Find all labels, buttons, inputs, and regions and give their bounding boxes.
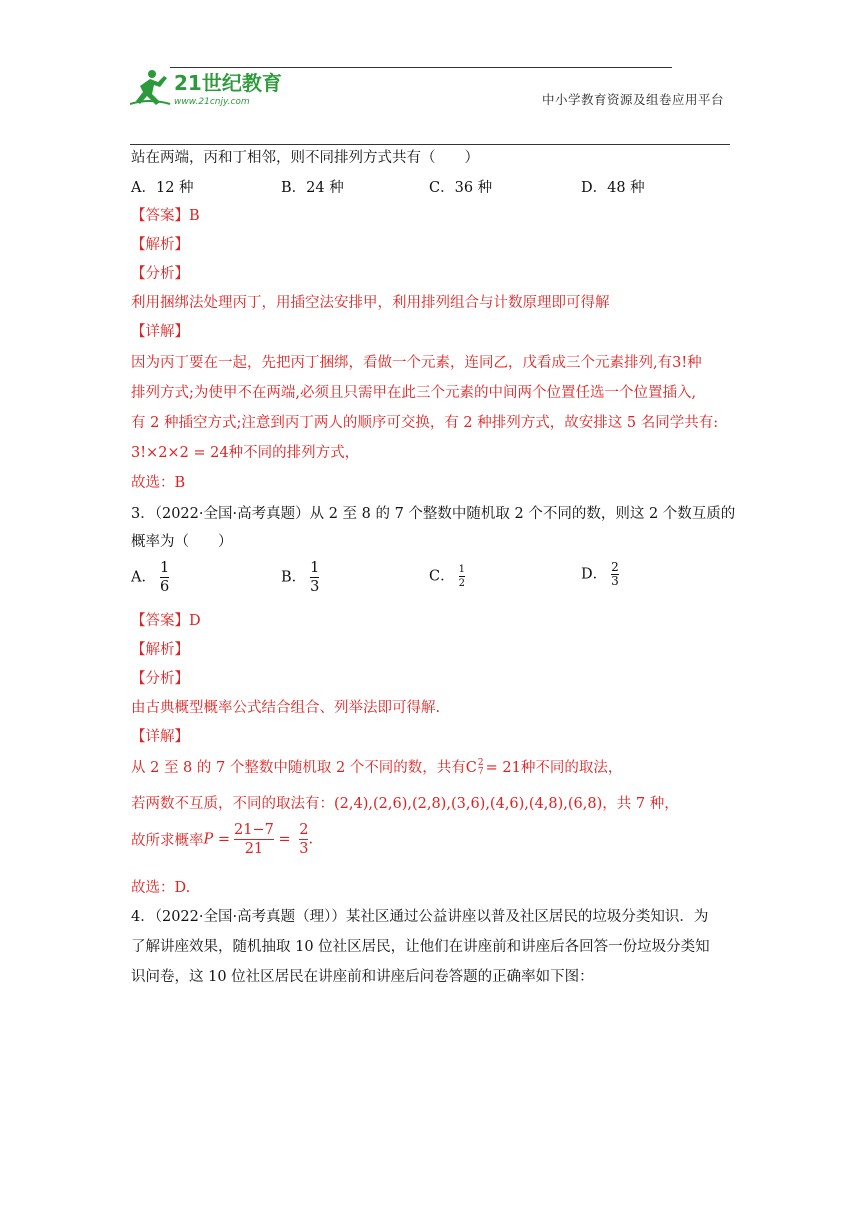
q3-option-d: D． $\frac{2}{3}$ xyxy=(581,560,619,588)
q3-options xyxy=(131,560,731,600)
q2-detail-line4 xyxy=(131,441,359,462)
logo-text: 21世纪教育 xyxy=(174,71,282,95)
q2-detail-line2: 排列方式;为使甲不在两端,必须且只需甲在此三个元素的中间两个位置任选一个位置插入, xyxy=(131,385,697,401)
q2-answer: 【答案】B xyxy=(131,208,200,224)
q2-analysis-label: 【解析】 xyxy=(131,237,189,253)
q2-stem-tail: 站在两端，丙和丁相邻，则不同排列方式共有（ ） xyxy=(131,150,479,166)
q3-fenxi-label: 【分析】 xyxy=(131,671,189,687)
q2-choose: 故选：B xyxy=(131,475,186,491)
q4-stem-line2: 了解讲座效果，随机抽取 10 位社区居民，让他们在讲座前和讲座后各回答一份垃圾分类知 xyxy=(131,939,710,955)
q2-fenxi-label: 【分析】 xyxy=(131,266,189,282)
header-bottom-rule xyxy=(130,144,730,145)
q2-xiangjie-label: 【详解】 xyxy=(131,324,189,340)
q2-detail-line1: 因为丙丁要在一起，先把丙丁捆绑，看做一个元素，连同乙，戊看成三个元素排列,有3!种 xyxy=(131,355,702,371)
q2-options xyxy=(131,176,731,196)
q2-option-d: D．48 种 xyxy=(581,180,645,196)
q2-detail-line4-text: 种不同的排列方式， xyxy=(228,445,360,461)
platform-name: 中小学教育资源及组卷应用平台 xyxy=(541,92,724,107)
q3-option-a: A． $\frac{1}{6}$ xyxy=(131,560,170,595)
q3-analysis-label: 【解析】 xyxy=(131,642,189,658)
q3-option-c: C． $\frac{1}{2}$ xyxy=(429,564,465,589)
logo-url: www.21cnjy.com xyxy=(174,97,250,107)
q3-option-b: B． $\frac{1}{3}$ xyxy=(281,560,320,595)
q2-option-c: C．36 种 xyxy=(429,180,493,196)
q4-stem-line3: 识问卷，这 10 位社区居民在讲座前和讲座后问卷答题的正确率如下图： xyxy=(131,969,594,985)
q2-option-b: B．24 种 xyxy=(281,180,344,196)
q3-xiangjie-label: 【详解】 xyxy=(131,729,189,745)
page-header xyxy=(130,58,730,118)
q3-detail-line1: 从 2 至 8 的 7 个整数中随机取 2 个不同的数，共有C 2 7 = 21种不同的取法， xyxy=(131,758,623,777)
combination-symbol: C 2 7 xyxy=(465,758,484,777)
q3-choose: 故选：D. xyxy=(131,880,191,896)
q3-stem-line1: 3．（2022·全国·高考真题）从 2 至 8 的 7 个整数中随机取 2 个不同的数，则这 2 个数互质的 xyxy=(131,506,736,522)
q3-detail-line2: 若两数不互质，不同的取法有：(2,4),(2,6),(2,8),(3,6),(4,6),(4,8),(6,8)，共 7 种， xyxy=(131,796,679,812)
q2-detail-formula: 3!×2×2 = 24 xyxy=(131,445,229,461)
q4-stem-line1: 4．（2022·全国·高考真题（理））某社区通过公益讲座以普及社区居民的垃圾分类知识．为 xyxy=(131,909,709,925)
pair-list: (2,4),(2,6),(2,8),(3,6),(4,6),(4,8),(6,8) xyxy=(334,796,603,812)
site-logo xyxy=(130,64,300,110)
q3-fenxi: 由古典概型概率公式结合组合、列举法即可得解. xyxy=(131,700,441,716)
q2-detail-line3: 有 2 种插空方式;注意到丙丁两人的顺序可交换，有 2 种排列方式，故安排这 5 名同学共有: xyxy=(131,415,719,431)
q3-detail-line3: 故所求概率P = $\frac{21-7}{21}$ = $\frac{2}{3}$ . xyxy=(131,822,314,857)
q2-option-a: A．12 种 xyxy=(131,180,194,196)
q3-stem-line2: 概率为（ ） xyxy=(131,534,233,550)
q3-answer: 【答案】D xyxy=(131,613,201,629)
q2-fenxi: 利用捆绑法处理丙丁，用插空法安排甲，利用排列组合与计数原理即可得解 xyxy=(131,295,610,311)
